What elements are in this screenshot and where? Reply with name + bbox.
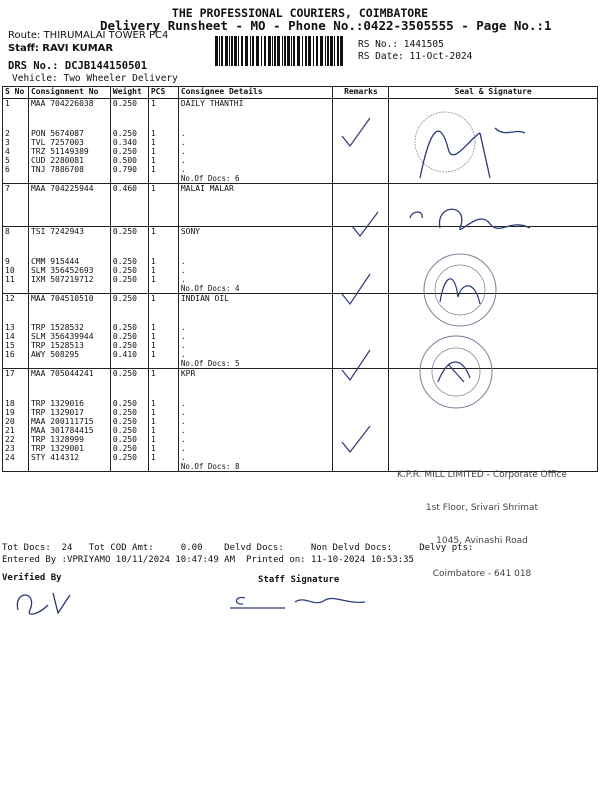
empty-cell (110, 193, 148, 227)
consignee-details: . (178, 147, 333, 156)
barcode-bar (316, 36, 318, 66)
printed-on: Printed on: 11-10-2024 10:53:35 (246, 555, 414, 565)
pieces: 1 (148, 417, 178, 426)
pieces: 1 (148, 129, 178, 138)
table-header (3, 87, 598, 99)
consignment-number: MAA 704510510 (28, 293, 110, 323)
consignment-number: TRP 1329001 (28, 444, 110, 453)
weight: 0.250 (110, 257, 148, 266)
barcode-bar (234, 36, 237, 66)
table-row (3, 417, 598, 426)
table-row (3, 426, 598, 435)
barcode-bar (241, 36, 243, 66)
weight: 0.250 (110, 266, 148, 275)
consignee-details: INDIAN OIL (178, 293, 333, 323)
serial-number: 3 (3, 138, 29, 147)
barcode-bar (308, 36, 311, 66)
pieces: 1 (148, 275, 178, 284)
consignee-details: . (178, 138, 333, 147)
weight: 0.500 (110, 156, 148, 165)
serial-number: 15 (3, 341, 29, 350)
barcode-bar (215, 36, 218, 66)
pieces: 1 (148, 183, 178, 193)
consignee-details: . (178, 332, 333, 341)
empty-cell (148, 359, 178, 369)
seal-cell (389, 435, 598, 444)
daily-thanthi-signature (330, 98, 598, 198)
barcode-bar (219, 36, 220, 66)
barcode-bar (297, 36, 300, 66)
col-seal-signature: Seal & Signature (389, 87, 598, 99)
consignment-number: TRP 1329017 (28, 408, 110, 417)
pieces: 1 (148, 266, 178, 275)
consignment-number: CMM 915444 (28, 257, 110, 266)
serial-number: 24 (3, 453, 29, 462)
consignment-number: TSI 7242943 (28, 227, 110, 257)
serial-number: 10 (3, 266, 29, 275)
barcode-bar (261, 36, 262, 66)
staff-signature-label: Staff Signature (258, 575, 340, 585)
barcode-bar (250, 36, 251, 66)
weight: 0.250 (110, 332, 148, 341)
consignee-details: . (178, 266, 333, 275)
pieces: 1 (148, 165, 178, 174)
serial-number: 8 (3, 227, 29, 257)
col-sno: S No (3, 87, 29, 99)
barcode-bar (340, 36, 343, 66)
weight: 0.250 (110, 341, 148, 350)
weight: 0.250 (110, 129, 148, 138)
totals-line: Tot Docs: 24 Tot COD Amt: 0.00 Delvd Docs: Non Delvd Docs: Delvy pts: (2, 543, 474, 553)
weight: 0.250 (110, 147, 148, 156)
empty-cell (110, 359, 148, 369)
empty-cell (28, 284, 110, 294)
empty-cell (110, 174, 148, 184)
pieces: 1 (148, 399, 178, 408)
barcode-bar (287, 36, 290, 66)
seal-cell (389, 417, 598, 426)
serial-number: 4 (3, 147, 29, 156)
barcode-bar (284, 36, 286, 66)
staff-signature (225, 590, 375, 615)
empty-cell (3, 462, 29, 472)
drs-number: DRS No.: DCJB144150501 (8, 60, 148, 72)
weight: 0.250 (110, 408, 148, 417)
empty-cell (148, 284, 178, 294)
serial-number: 1 (3, 99, 29, 129)
empty-cell (28, 174, 110, 184)
consignee-details: . (178, 426, 333, 435)
consignee-details: . (178, 408, 333, 417)
consignee-details: . (178, 156, 333, 165)
weight: 0.250 (110, 275, 148, 284)
pieces: 1 (148, 257, 178, 266)
serial-number: 20 (3, 417, 29, 426)
seal-cell (389, 426, 598, 435)
barcode-bar (252, 36, 254, 66)
consignment-number: MAA 705044241 (28, 369, 110, 399)
sony-stamp-signature (330, 252, 598, 332)
pieces: 1 (148, 341, 178, 350)
no-of-docs (178, 193, 333, 227)
pieces: 1 (148, 444, 178, 453)
empty-cell (148, 462, 178, 472)
barcode-bar (256, 36, 259, 66)
empty-cell (28, 193, 110, 227)
weight: 0.340 (110, 138, 148, 147)
barcode-bar (305, 36, 307, 66)
consignee-details: DAILY THANTHI (178, 99, 333, 129)
empty-cell (28, 359, 110, 369)
consignment-number: CUD 2280081 (28, 156, 110, 165)
col-weight: Weight (110, 87, 148, 99)
consignee-details: SONY (178, 227, 333, 257)
weight: 0.250 (110, 227, 148, 257)
consignment-number: PON 5674087 (28, 129, 110, 138)
serial-number: 14 (3, 332, 29, 341)
company-name: THE PROFESSIONAL COURIERS, COIMBATORE (171, 6, 429, 20)
weight: 0.250 (110, 323, 148, 332)
serial-number: 19 (3, 408, 29, 417)
consignment-number: TRP 1528532 (28, 323, 110, 332)
pieces: 1 (148, 227, 178, 257)
barcode-bar (293, 36, 295, 66)
barcode-bar (291, 36, 292, 66)
serial-number: 18 (3, 399, 29, 408)
serial-number: 13 (3, 323, 29, 332)
consignment-number: MAA 704225944 (28, 183, 110, 193)
malai-malar-signature (330, 198, 598, 248)
consignment-number: SLM 356439944 (28, 332, 110, 341)
staff-name: Staff: RAVI KUMAR (8, 43, 114, 54)
barcode-bar (231, 36, 233, 66)
col-remarks: Remarks (333, 87, 389, 99)
consignment-number: IXM 507219712 (28, 275, 110, 284)
consignment-number: MAA 704226038 (28, 99, 110, 129)
pieces: 1 (148, 332, 178, 341)
weight: 0.250 (110, 426, 148, 435)
no-of-docs: No.Of Docs: 5 (178, 359, 333, 369)
empty-cell (3, 193, 29, 227)
pieces: 1 (148, 99, 178, 129)
barcode-bar (268, 36, 271, 66)
consignee-details: . (178, 165, 333, 174)
pieces: 1 (148, 426, 178, 435)
pieces: 1 (148, 138, 178, 147)
consignee-details: . (178, 275, 333, 284)
vehicle: Vehicle: Two Wheeler Delivery (12, 73, 178, 84)
consignee-details: MALAI MALAR (178, 183, 333, 193)
barcode-bar (274, 36, 276, 66)
barcode-bar (320, 36, 323, 66)
kpr-stamp: K.P.R. MILL LIMITED - Corporate Office 1st Floor, Srivari Shrimat 1045, Avinashi Road Coimbatore - 641 018 (397, 470, 567, 579)
serial-number: 2 (3, 129, 29, 138)
barcode-bar (325, 36, 326, 66)
col-pcs: PCS (148, 87, 178, 99)
empty-cell (148, 174, 178, 184)
pieces: 1 (148, 293, 178, 323)
consignment-number: SLM 356452693 (28, 266, 110, 275)
pieces: 1 (148, 453, 178, 462)
weight: 0.790 (110, 165, 148, 174)
barcode-bar (330, 36, 333, 66)
consignee-details: . (178, 435, 333, 444)
serial-number: 17 (3, 369, 29, 399)
pieces: 1 (148, 147, 178, 156)
barcode-bar (229, 36, 230, 66)
serial-number: 22 (3, 435, 29, 444)
consignee-details: . (178, 444, 333, 453)
pieces: 1 (148, 156, 178, 165)
weight: 0.250 (110, 293, 148, 323)
empty-cell (110, 284, 148, 294)
consignment-number: TRP 1329016 (28, 399, 110, 408)
serial-number: 7 (3, 183, 29, 193)
pieces: 1 (148, 369, 178, 399)
consignment-number: TVL 7257003 (28, 138, 110, 147)
consignment-number: MAA 200111715 (28, 417, 110, 426)
no-of-docs: No.Of Docs: 8 (178, 462, 333, 472)
empty-cell (110, 462, 148, 472)
barcode-bar (334, 36, 335, 66)
empty-cell (148, 193, 178, 227)
empty-cell (3, 284, 29, 294)
weight: 0.250 (110, 369, 148, 399)
empty-cell (3, 174, 29, 184)
serial-number: 23 (3, 444, 29, 453)
verifier-signature (8, 585, 98, 620)
consignee-details: . (178, 417, 333, 426)
consignment-number: TRP 1328999 (28, 435, 110, 444)
consignee-details: . (178, 350, 333, 359)
serial-number: 9 (3, 257, 29, 266)
consignee-details: . (178, 453, 333, 462)
pieces: 1 (148, 435, 178, 444)
weight: 0.250 (110, 444, 148, 453)
weight: 0.250 (110, 399, 148, 408)
consignee-details: . (178, 399, 333, 408)
barcode (215, 36, 345, 66)
rs-date: RS Date: 11-Oct-2024 (358, 51, 473, 62)
weight: 0.250 (110, 417, 148, 426)
barcode-bar (238, 36, 239, 66)
consignment-number: STY 414312 (28, 453, 110, 462)
pieces: 1 (148, 323, 178, 332)
pieces: 1 (148, 350, 178, 359)
serial-number: 11 (3, 275, 29, 284)
barcode-bar (277, 36, 280, 66)
consignment-number: TNJ 7886708 (28, 165, 110, 174)
consignment-number: TRP 1528513 (28, 341, 110, 350)
weight: 0.250 (110, 453, 148, 462)
pieces: 1 (148, 408, 178, 417)
weight: 0.250 (110, 435, 148, 444)
consignee-details: . (178, 257, 333, 266)
consignee-details: . (178, 323, 333, 332)
barcode-bar (282, 36, 283, 66)
barcode-bar (221, 36, 223, 66)
col-consignee: Consignee Details (178, 87, 333, 99)
empty-cell (3, 359, 29, 369)
consignment-number: AWY 508295 (28, 350, 110, 359)
barcode-bar (272, 36, 273, 66)
consignment-number: MAA 301784415 (28, 426, 110, 435)
serial-number: 16 (3, 350, 29, 359)
consignee-details: KPR (178, 369, 333, 399)
barcode-bar (337, 36, 339, 66)
serial-number: 21 (3, 426, 29, 435)
verified-by-label: Verified By (2, 573, 62, 583)
consignee-details: . (178, 341, 333, 350)
no-of-docs: No.Of Docs: 4 (178, 284, 333, 294)
barcode-bar (327, 36, 329, 66)
serial-number: 6 (3, 165, 29, 174)
barcode-bar (245, 36, 248, 66)
rs-number: RS No.: 1441505 (358, 39, 444, 50)
entered-by: Entered By :VPRIYAMO 10/11/2024 10:47:49 AM (2, 555, 235, 565)
col-consignment: Consignment No (28, 87, 110, 99)
no-of-docs: No.Of Docs: 6 (178, 174, 333, 184)
barcode-bar (302, 36, 303, 66)
weight: 0.250 (110, 99, 148, 129)
weight: 0.410 (110, 350, 148, 359)
serial-number: 5 (3, 156, 29, 165)
table-row (3, 435, 598, 444)
consignment-number: TRZ 51149389 (28, 147, 110, 156)
empty-cell (28, 462, 110, 472)
weight: 0.460 (110, 183, 148, 193)
indian-oil-stamp-signature (330, 334, 598, 414)
route: Route: THIRUMALAI TOWER PC4 (8, 30, 169, 41)
consignee-details: . (178, 129, 333, 138)
barcode-bar (313, 36, 314, 66)
serial-number: 12 (3, 293, 29, 323)
runsheet-title: Delivery Runsheet - MO - Phone No.:0422-3505555 - Page No.:1 (100, 18, 552, 33)
barcode-bar (264, 36, 266, 66)
barcode-bar (225, 36, 228, 66)
